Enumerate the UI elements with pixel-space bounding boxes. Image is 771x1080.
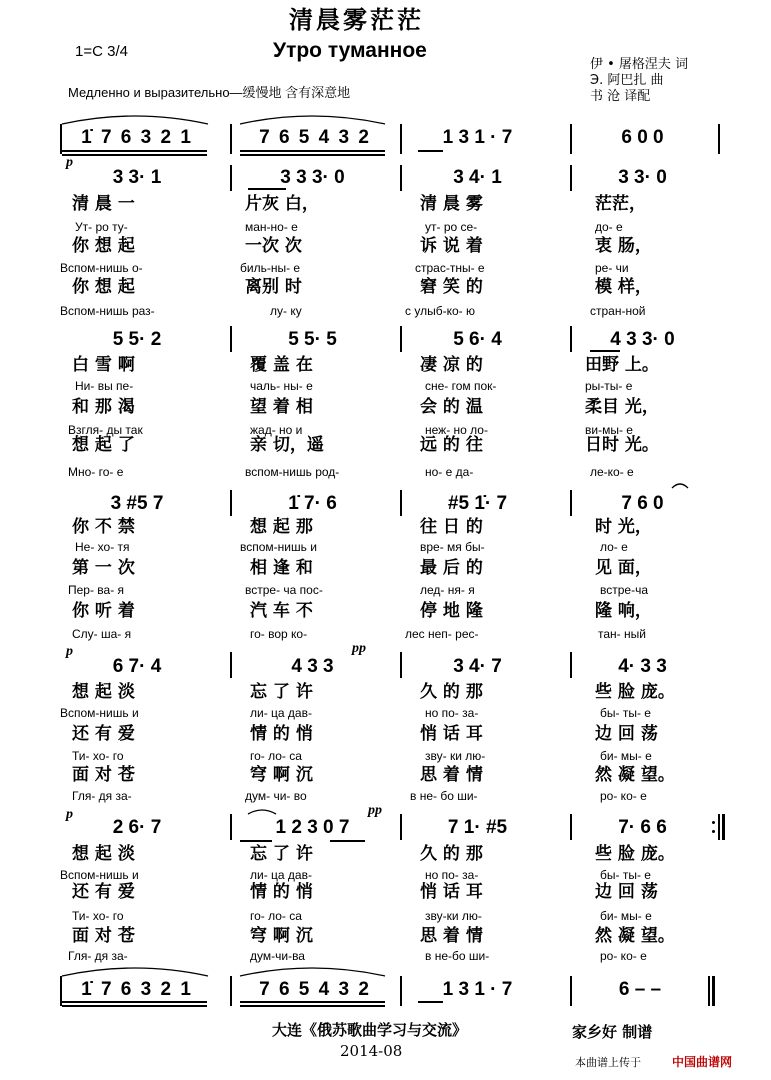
lyric-cn: 窘 笑 的 [420,277,483,297]
lyric-cn: 还 有 爱 [72,724,135,744]
measure-notes: 7 6 5 4 3 2 [259,979,371,1000]
measure-notes: 3 4· 1 [453,167,502,188]
lyric-cn: 会 的 温 [420,397,483,417]
lyric-cn: 日时 光。 [585,435,659,455]
lyric-cn: 时 光， [595,517,652,537]
lyric-cn: 边 回 荡 [595,882,658,902]
footer-upload-note: 本曲谱上传于 [575,1056,641,1069]
measure-notes: 7· 6 6 [618,817,667,838]
lyric-cn: 然 凝 望。 [595,765,675,785]
lyric-ru: ры-ты- е [585,379,633,393]
lyric-cn: 白 雪 啊 [72,355,135,375]
measure-notes: 7 1· #5 [447,817,508,838]
lyric-cn: 穹 啊 沉 [250,765,313,785]
lyric-cn: 柔目 光， [585,397,659,417]
lyric-ru: Гля- дя за- [72,789,132,803]
lyric-ru: го- вор ко- [250,627,308,641]
lyric-ru: биль-ны- е [240,261,301,275]
credit-lyricist: 伊 • 屠格涅夫 词 [590,57,689,72]
measure-notes: 6 7· 4 [112,656,162,677]
lyric-cn: 穹 啊 沉 [250,926,313,946]
measure-notes: 6 0 0 [621,127,664,148]
lyric-cn: 久 的 那 [420,682,483,702]
lyric-ru: в не-бо ши- [425,949,490,963]
lyric-ru: вспом-нишь и [240,540,317,554]
lyric-ru: Вспом-нишь и [60,868,139,882]
lyric-ru: неж- но ло- [425,423,488,437]
lyric-ru: но- е да- [425,465,474,479]
lyric-ru: лед- ня- я [420,583,475,597]
lyric-ru: вспом-нишь род- [245,465,340,479]
lyric-cn: 亲 切，遥 [250,435,324,455]
measure-notes: 6 – – [618,979,662,1000]
footer-date: 2014-08 [340,1042,403,1060]
lyric-ru: би- мы- е [600,749,652,763]
measure-notes: 1 3 1 · 7 [442,127,513,148]
lyric-cn: 凄 凉 的 [420,355,483,375]
lyric-cn: 你 不 禁 [72,517,135,537]
lyric-ru: Вспом-нишь о- [60,261,143,275]
measure-notes: 3 3· 0 [618,167,667,188]
lyric-cn: 离别 时 [245,277,302,297]
lyric-cn: 你 想 起 [72,236,135,256]
lyric-ru: Ти- хо- го [72,909,124,923]
lyric-ru: страс-тны- е [415,261,485,275]
lyric-cn: 茫茫， [595,194,646,214]
lyric-ru: зву- ки лю- [425,749,486,763]
lyric-ru: ман-но- е [245,220,298,234]
lyric-ru: лу- ку [270,304,302,318]
lyric-ru: ли- ца дав- [250,706,312,720]
lyric-cn: 你 听 着 [72,601,135,621]
lyric-ru: Ти- хо- го [72,749,124,763]
measure-notes: 5 6· 4 [453,329,502,350]
measure-notes: 2 6· 7 [112,817,162,838]
measure-notes: 4 3 3· 0 [610,329,675,350]
lyric-ru: встре- ча пос- [245,583,323,597]
lyric-cn: 忘 了 许 [250,844,313,864]
lyric-ru: ро- ко- е [600,789,647,803]
lyric-cn: 悄 话 耳 [420,724,483,744]
lyric-cn: 相 逢 和 [250,558,313,578]
measure-notes: 5 5· 2 [112,329,162,350]
lyric-cn: 汽 车 不 [250,601,313,621]
measure-notes: #5 1̇· 7 [447,493,508,514]
lyric-cn: 情 的 悄 [250,882,313,902]
lyric-cn: 模 样， [595,277,652,297]
measure-notes: 3 #5 7 [110,493,164,514]
lyric-ru: жад- но и [250,423,303,437]
measure-notes: 3 4· 7 [453,656,502,677]
measure-notes: 7 6 0 [621,493,664,514]
footer-source: 大连《俄苏歌曲学习与交流》 [272,1021,468,1039]
lyric-ru: лес неп- рес- [405,627,479,641]
lyric-ru: Мно- го- е [68,465,124,479]
lyric-cn: 往 日 的 [420,517,483,537]
measure-notes: 1 3 1 · 7 [442,979,513,1000]
lyric-cn: 想 起 淡 [72,844,135,864]
lyric-cn: 悄 话 耳 [420,882,483,902]
lyric-cn: 最 后 的 [420,558,483,578]
lyric-cn: 情 的 悄 [250,724,313,744]
lyric-ru: ут- ро се- [425,220,478,234]
lyric-cn: 覆 盖 在 [250,355,313,375]
measure-notes: 4· 3 3 [618,656,667,677]
lyric-cn: 清 晨 一 [72,194,135,214]
lyric-ru: го- ло- са [250,909,302,923]
lyric-cn: 清 晨 雾 [420,194,483,214]
measure-notes: 1̇ 7· 6 [288,493,337,514]
measure-notes: 1̇ 7 6 3 2 1 [81,127,193,148]
lyric-ru: тан- ный [598,627,646,641]
title-chinese: 清晨雾茫茫 [289,5,424,34]
tempo-marking: Медленно и выразительно—缓慢地 含有深意地 [68,85,351,100]
lyric-cn: 还 有 爱 [72,882,135,902]
lyric-cn: 和 那 渴 [72,397,135,417]
measure-notes: 1̇ 7 6 3 2 1 [81,979,193,1000]
key-signature: 1=C 3/4 [75,43,128,60]
lyric-cn: 久 的 那 [420,844,483,864]
lyric-ru: вре- мя бы- [420,540,485,554]
measure-notes: 1 2 3 0 7 [275,817,350,838]
lyric-ru: в не- бо ши- [410,789,478,803]
lyric-ru: дум-чи-ва [250,949,305,963]
lyric-cn: 想 起 那 [250,517,313,537]
lyric-cn: 想 起 了 [72,435,135,455]
lyric-cn: 你 想 起 [72,277,135,297]
lyric-cn: 边 回 荡 [595,724,658,744]
lyric-ru: чаль- ны- е [250,379,313,393]
lyric-ru: Вспом-нишь и [60,706,139,720]
lyric-ru: стран-ной [590,304,646,318]
lyric-ru: ре- чи [595,261,629,275]
lyric-ru: ло- е [600,540,628,554]
lyric-cn: 片灰 白， [245,194,319,214]
lyric-cn: 田野 上。 [585,355,659,375]
lyric-ru: бы- ты- е [600,706,651,720]
lyric-cn: 面 对 苍 [72,765,135,785]
dynamic-marking: p [66,807,73,822]
measure-notes: 5 5· 5 [288,329,337,350]
lyric-ru: сне- гом пок- [425,379,497,393]
lyric-ru: би- мы- е [600,909,652,923]
credit-composer: Э. 阿巴扎 曲 [590,73,664,88]
dynamic-marking: p [66,155,73,170]
lyric-cn: 忘 了 许 [250,682,313,702]
lyric-cn: 诉 说 着 [420,236,483,256]
lyric-cn: 然 凝 望。 [595,926,675,946]
lyric-ru: ви-мы- е [585,423,633,437]
dynamic-marking: pp [352,641,366,656]
lyric-ru: с улыб-ко- ю [405,304,475,318]
lyric-cn: 一次 次 [245,236,302,256]
lyric-ru: Гля- дя за- [68,949,128,963]
lyric-cn: 思 着 情 [420,926,483,946]
lyric-ru: но по- за- [425,868,479,882]
measure-notes: 7 6 5 4 3 2 [259,127,371,148]
lyric-cn: 远 的 往 [420,435,483,455]
measure-notes: 3 3· 1 [112,167,162,188]
lyric-ru: ле-ко- е [590,465,634,479]
lyric-cn: 望 着 相 [250,397,313,417]
lyric-ru: дум- чи- во [245,789,307,803]
lyric-ru: го- ло- са [250,749,302,763]
lyric-cn: 第 一 次 [72,558,135,578]
lyric-ru: Пер- ва- я [68,583,125,597]
lyric-ru: Ни- вы пе- [75,379,134,393]
lyric-ru: Взгля- ды так [68,423,143,437]
lyric-cn: 见 面， [595,558,652,578]
lyric-cn: 些 脸 庞。 [595,682,675,702]
measure-notes: 3 3 3· 0 [280,167,345,188]
dynamic-marking: p [66,644,73,659]
lyric-ru: Ут- ро ту- [75,220,128,234]
credit-translator: 书 沧 译配 [590,89,651,104]
lyric-ru: Слу- ша- я [72,627,132,641]
lyric-ru: ли- ца дав- [250,868,312,882]
lyric-cn: 面 对 苍 [72,926,135,946]
title-russian: Утро туманное [273,39,427,62]
lyric-ru: но по- за- [425,706,479,720]
lyric-cn: 想 起 淡 [72,682,135,702]
lyric-cn: 思 着 情 [420,765,483,785]
lyric-ru: Вспом-нишь раз- [60,304,155,318]
lyric-ru: ро- ко- е [600,949,647,963]
site-logo[interactable]: 中国曲谱网 [672,1055,733,1069]
lyric-ru: Не- хо- тя [75,540,130,554]
footer-maker: 家乡好 制谱 [572,1023,653,1041]
lyric-ru: бы- ты- е [600,868,651,882]
lyric-ru: встре-ча [600,583,649,597]
dynamic-marking: pp [368,803,382,818]
lyric-cn: 停 地 隆 [420,601,483,621]
measure-notes: 4 3 3 [291,656,334,677]
lyric-ru: зву-ки лю- [425,909,482,923]
lyric-cn: 隆 响， [595,601,652,621]
lyric-cn: 衷 肠， [595,236,652,256]
lyric-cn: 些 脸 庞。 [595,844,675,864]
lyric-ru: до- е [595,220,623,234]
